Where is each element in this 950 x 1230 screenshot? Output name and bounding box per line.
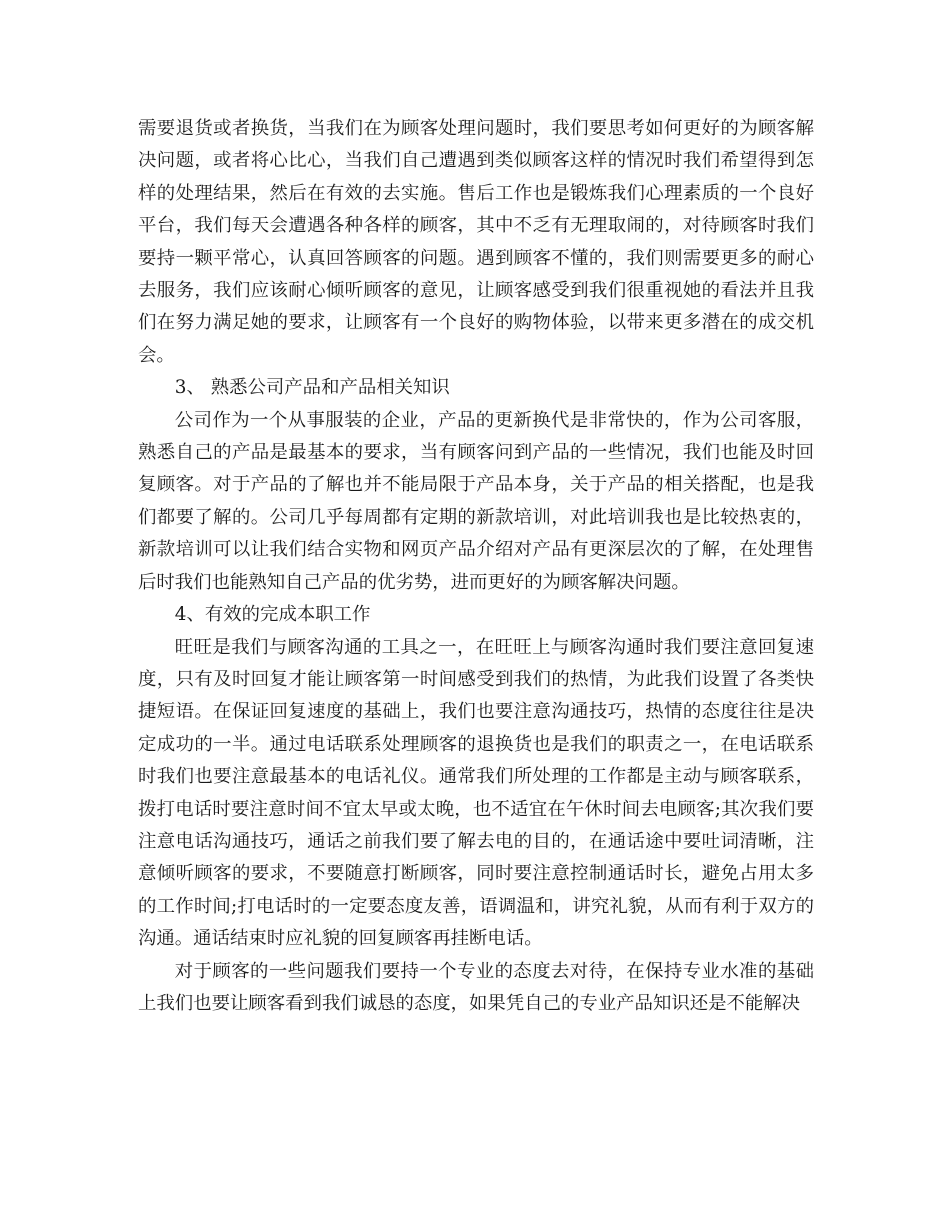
- paragraph-communication: 旺旺是我们与顾客沟通的工具之一，在旺旺上与顾客沟通时我们要注意回复速度，只有及时回复才能让顾客第一时间感受到我们的热情，为此我们设置了各类快捷短语。在保证回复速度的基础上，我们也要注意沟通技巧，热情的态度往往是决定成功的一半。通过电话联系处理顾客的退换货也是我们的职责之一，在电话联系时我们也要注意最基本的电话礼仪。通常我们所处理的工作都是主动与顾客联系，拨打电话时要注意时间不宜太早或太晚，也不适宜在午休时间去电顾客;其次我们要注意电话沟通技巧，通话之前我们要了解去电的目的，在通话途中要吐词清晰，注意倾听顾客的要求，不要随意打断顾客，同时要注意控制通话时长，避免占用太多的工作时间;打电话时的一定要态度友善，语调温和，讲究礼貌，从而有利于双方的沟通。通话结束时应礼貌的回复顾客再挂断电话。: [138, 636, 814, 950]
- section-heading-product-knowledge: 3、 熟悉公司产品和产品相关知识: [174, 377, 450, 399]
- section-heading-job-duties: 4、有效的完成本职工作: [174, 604, 371, 626]
- document-body: [138, 113, 814, 1020]
- paragraph-professional-attitude: 对于顾客的一些问题我们要持一个专业的态度去对待，在保持专业水准的基础上我们也要让顾客看到我们诚恳的态度，如果凭自己的专业产品知识还是不能解决: [138, 960, 814, 1014]
- paragraph-after-sales-continued: 需要退货或者换货，当我们在为顾客处理问题时，我们要思考如何更好的为顾客解决问题，或者将心比心，当我们自己遭遇到类似顾客这样的情况时我们希望得到怎样的处理结果，然后在有效的去实施。售后工作也是锻炼我们心理素质的一个良好平台，我们每天会遭遇各种各样的顾客，其中不乏有无理取闹的，对待顾客时我们要持一颗平常心，认真回答顾客的问题。遇到顾客不懂的，我们则需要更多的耐心去服务，我们应该耐心倾听顾客的意见，让顾客感受到我们很重视她的看法并且我们在努力满足她的要求，让顾客有一个良好的购物体验，以带来更多潜在的成交机会。: [138, 118, 814, 366]
- paragraph-product-knowledge: 公司作为一个从事服装的企业，产品的更新换代是非常快的，作为公司客服，熟悉自己的产品是最基本的要求，当有顾客问到产品的一些情况，我们也能及时回复顾客。对于产品的了解也并不能局限于产品本身，关于产品的相关搭配，也是我们都要了解的。公司几乎每周都有定期的新款培训，对此培训我也是比较热衷的，新款培训可以让我们结合实物和网页产品介绍对产品有更深层次的了解，在处理售后时我们也能熟知自己产品的优劣势，进而更好的为顾客解决问题。: [138, 409, 814, 593]
